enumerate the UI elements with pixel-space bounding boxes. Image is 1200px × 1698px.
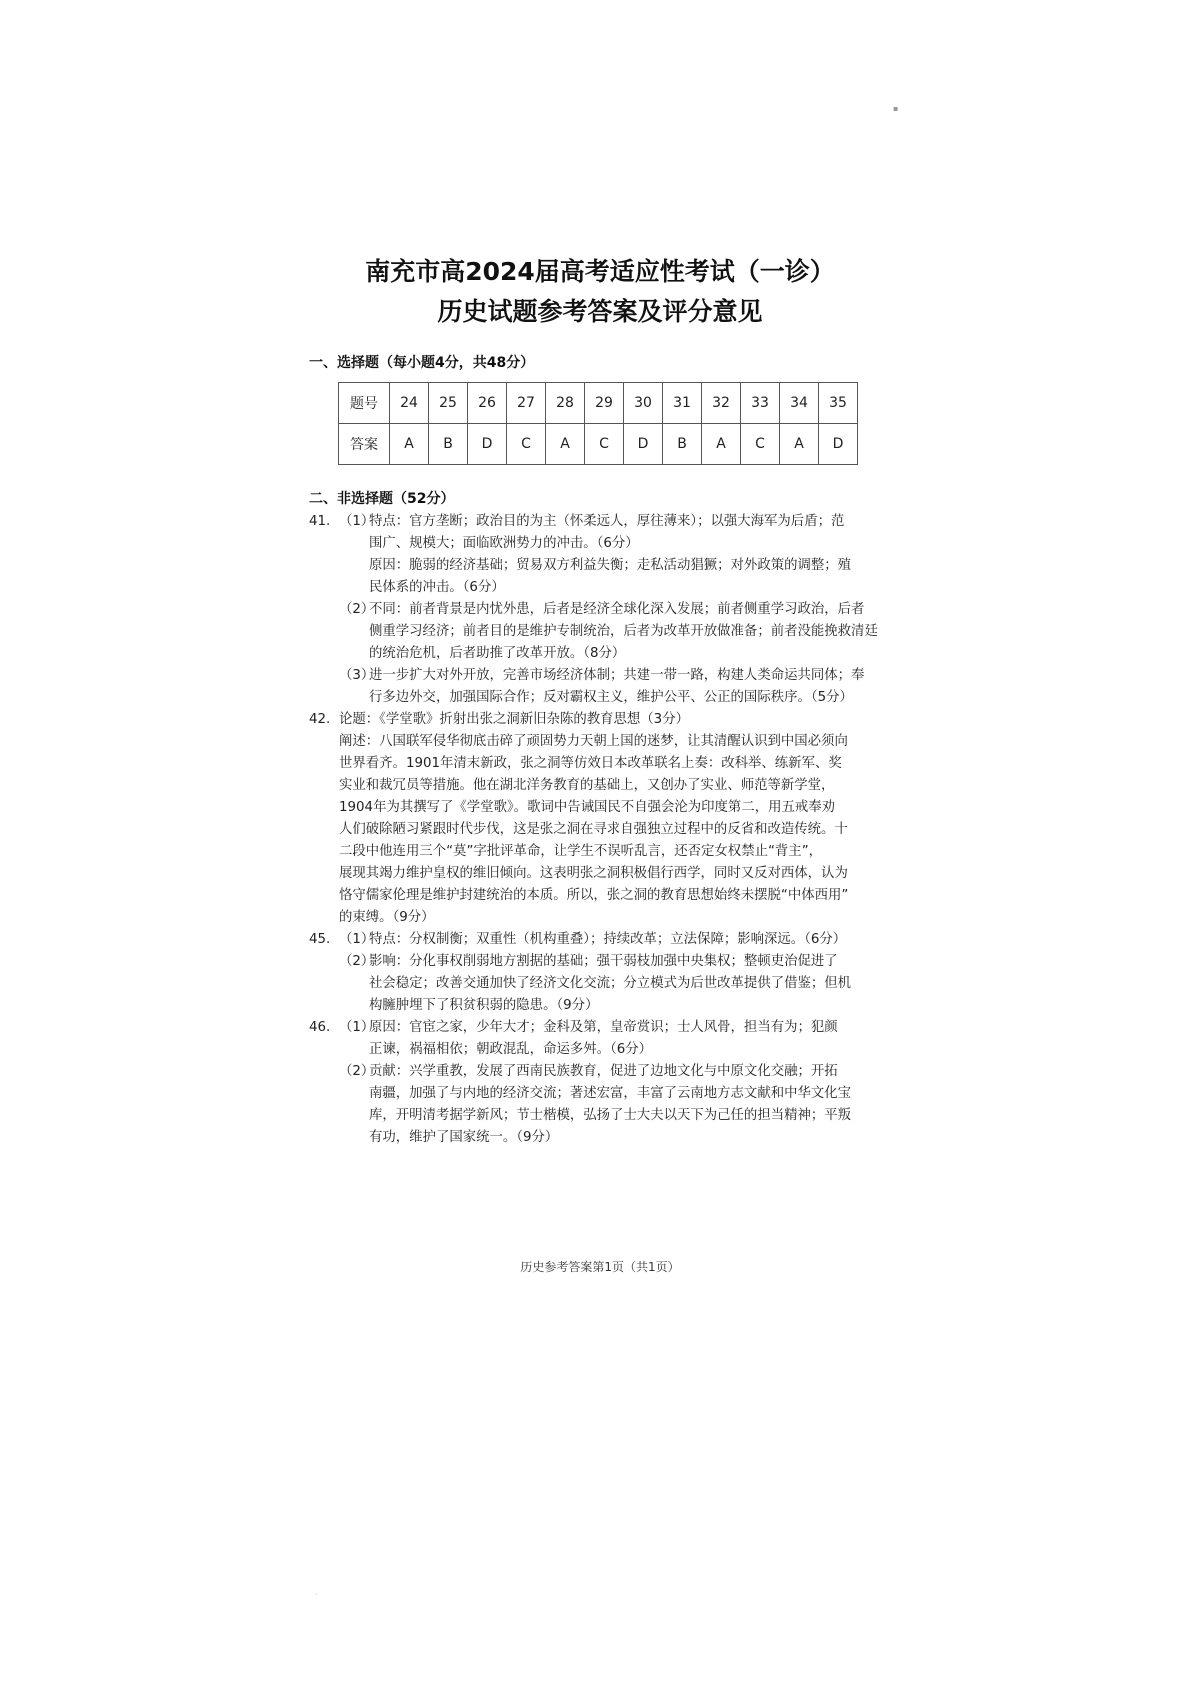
answer-cell: B [429,424,468,465]
sub-question-label: （1） [339,1020,375,1035]
answer-line: 实业和裁冗员等措施。他在湖北洋务教育的基础上，又创办了实业、师范等新学堂， [339,778,835,793]
answer-line: 论题：《学堂歌》折射出张之洞新旧杂陈的教育思想（3分） [339,712,689,727]
row-header-answer: 答案 [339,424,390,465]
sub-question-label: （2） [339,954,375,969]
question-45-answer [309,929,901,1017]
answer-line: 不同：前者背景是内忧外患，后者是经济全球化深入发展；前者侧重学习政治，后者 [369,602,865,617]
answer-cell: D [819,424,858,465]
answer-line: 特点：官方垄断；政治目的为主（怀柔远人，厚往薄来）；以强大海军为后盾；范 [369,514,845,529]
question-number-cell: 32 [702,383,741,424]
exam-title: 南充市高2024届高考适应性考试（一诊） [365,257,835,286]
answer-line: 阐述：八国联军侵华彻底击碎了顽固势力天朝上国的迷梦，让其清醒认识到中国必须向 [339,734,848,749]
answer-line: 行多边外交，加强国际合作；反对霸权主义，维护公平、公正的国际秩序。（5分） [369,690,853,705]
doc-subtitle: 历史试题参考答案及评分意见 [437,297,763,326]
page-footer: 历史参考答案第1页（共1页） [520,1260,680,1274]
question-number-cell: 35 [819,383,858,424]
answer-cell: C [741,424,780,465]
answer-line: 南疆，加强了与内地的经济交流；著述宏富，丰富了云南地方志文献和中华文化宝 [369,1086,852,1101]
question-42-answer [309,709,901,929]
scan-speck: · [315,1590,318,1599]
answer-line: 特点：分权制衡；双重性（机构重叠）；持续改革；立法保障；影响深远。（6分） [369,932,847,947]
answer-cell: A [702,424,741,465]
answer-cell: C [507,424,546,465]
section1-heading: 一、选择题（每小题4分，共48分） [309,355,535,371]
answer-line: 原因：脆弱的经济基础；贸易双方利益失衡；走私活动猖獗；对外政策的调整；殖 [369,558,852,573]
answer-line: 社会稳定；改善交通加快了经济文化交流；分立模式为后世改革提供了借鉴；但机 [369,976,852,991]
answer-cell: D [624,424,663,465]
question-number-cell: 33 [741,383,780,424]
answer-line: 原因：官宦之家，少年大才；金科及第，皇帝赏识；士人风骨，担当有为；犯颜 [369,1020,838,1035]
answer-line: 进一步扩大对外开放，完善市场经济体制；共建一带一路，构建人类命运共同体；奉 [369,668,865,683]
question-number-cell: 26 [468,383,507,424]
answer-cell: A [780,424,819,465]
answer-line: 构臃肿埋下了积贫积弱的隐患。（9分） [369,998,599,1013]
answer-line: 展现其竭力维护皇权的维旧倾向。这表明张之洞积极倡行西学，同时又反对西体，认为 [339,866,848,881]
question-number-cell: 25 [429,383,468,424]
question-number-cell: 27 [507,383,546,424]
answer-cell: D [468,424,507,465]
answer-cell: B [663,424,702,465]
answer-line: 的统治危机，后者助推了改革开放。（8分） [369,646,626,661]
question-number: 46. [309,1020,331,1035]
answer-line: 恪守儒家伦理是维护封建统治的本质。所以，张之洞的教育思想始终未摆脱“中体西用” [339,888,849,903]
answer-row [339,424,858,465]
sub-question-label: （1） [339,932,375,947]
answer-line: 民体系的冲击。（6分） [369,580,505,595]
answer-line: 围广、规模大；面临欧洲势力的冲击。（6分） [369,536,639,551]
answer-line: 的束缚。（9分） [339,910,435,925]
question-41-answer [309,511,901,709]
answer-line: 贡献：兴学重教，发展了西南民族教育，促进了边地文化与中原文化交融；开拓 [369,1064,838,1079]
answer-line: 库，开明清考据学新风；节士楷模，弘扬了士大夫以天下为己任的担当精神；平叛 [369,1108,852,1123]
question-number-cell: 30 [624,383,663,424]
sub-question-label: （1） [339,514,375,529]
answer-cell: A [546,424,585,465]
question-number: 42. [309,712,331,727]
question-number-cell: 34 [780,383,819,424]
answer-line: 侧重学习经济；前者目的是维护专制统治，后者为改革开放做准备；前者没能挽救清廷 [369,624,878,639]
question-number-cell: 29 [585,383,624,424]
sub-question-label: （3） [339,668,375,683]
answer-line: 有功，维护了国家统一。（9分） [369,1130,559,1145]
answer-line: 二段中他连用三个“莫”字批评革命，让学生不误听乱言，还否定女权禁止“背主”， [339,844,823,859]
question-number-row [339,383,858,424]
answer-cell: C [585,424,624,465]
question-number-cell: 31 [663,383,702,424]
question-number: 45. [309,932,331,947]
answer-line: 人们破除陋习紧跟时代步伐，这是张之洞在寻求自强独立过程中的反省和改造传统。十 [339,822,848,837]
answer-line: 世界看齐。1901年清末新政，张之洞等仿效日本改革联名上奏：改科举、练新军、奖 [339,756,842,771]
answer-cell: A [390,424,429,465]
question-number-cell: 28 [546,383,585,424]
answer-line: 1904年为其撰写了《学堂歌》。歌词中告诫国民不自强会沦为印度第二，用五戒奉劝 [339,800,836,815]
answer-table [338,382,858,465]
row-header-number: 题号 [339,383,390,424]
question-46-answer [309,1017,901,1149]
answer-line: 正谏，祸福相依；朝政混乱，命运多舛。（6分） [369,1042,653,1057]
sub-question-label: （2） [339,1064,375,1079]
answer-line: 影响：分化事权削弱地方割据的基础；强干弱枝加强中央集权；整顿吏治促进了 [369,954,838,969]
scan-speck: ▪ [893,104,899,113]
section2-heading: 二、非选择题（52分） [309,491,455,507]
question-number-cell: 24 [390,383,429,424]
question-number: 41. [309,514,331,529]
sub-question-label: （2） [339,602,375,617]
